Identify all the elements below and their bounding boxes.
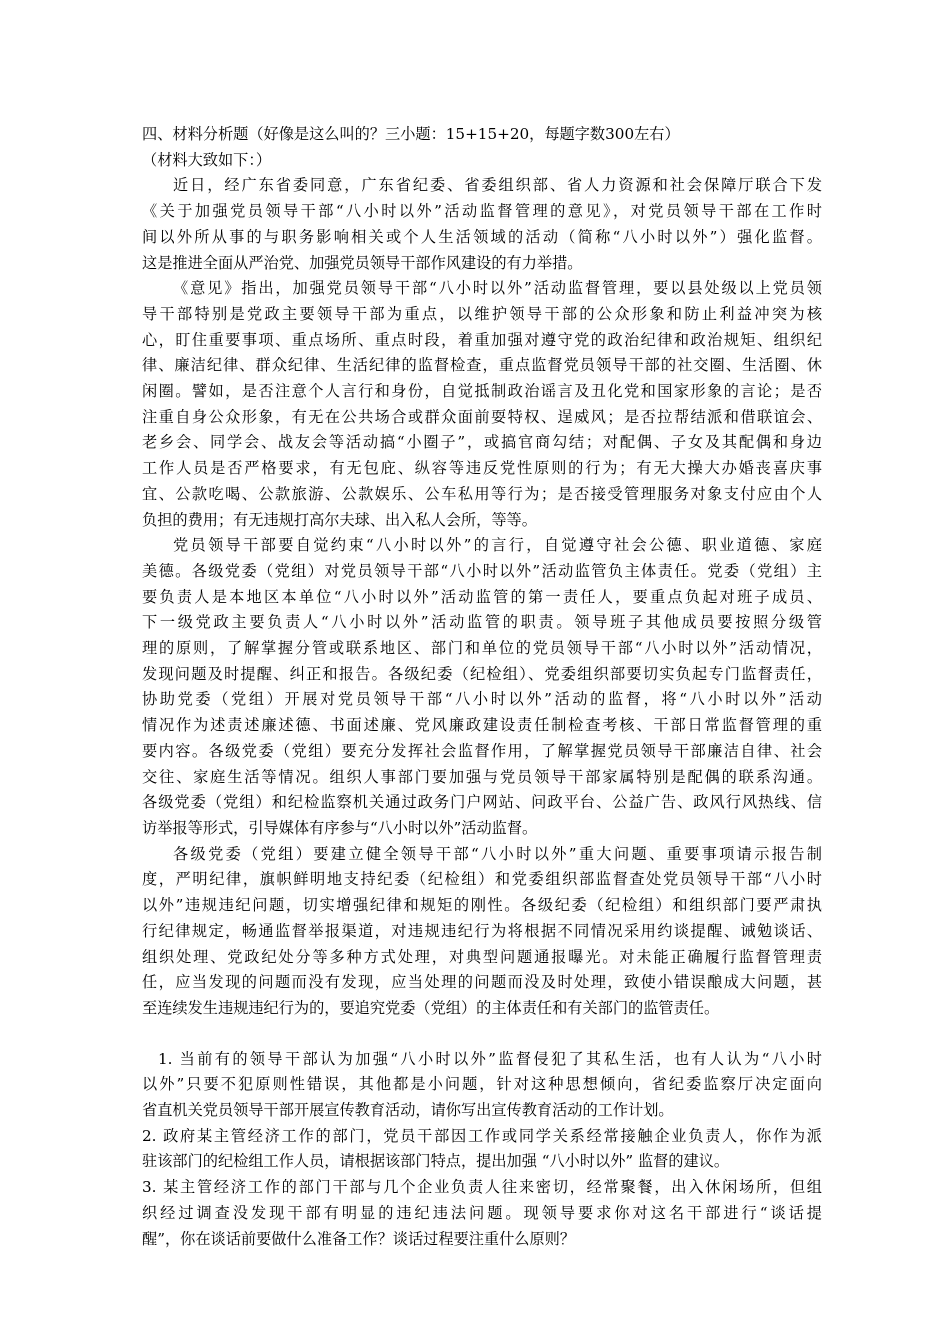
- question-item: [142, 1175, 822, 1252]
- question-item: [142, 1047, 822, 1124]
- paragraph-line: 注重自身公众形象，有无在公共场合或群众面前耍特权、逞威风；是否拉帮结派和借联谊会、: [142, 407, 822, 426]
- question-item: [142, 1124, 822, 1175]
- document-page: [142, 122, 822, 1252]
- section-heading: 四、材料分析题（好像是这么叫的？三小题：15+15+20，每题字数300左右）: [142, 125, 680, 143]
- material-paragraph: [142, 842, 822, 1022]
- paragraph-line: 负担的费用；有无违规打高尔夫球、出入私人会所，等等。: [142, 510, 537, 529]
- paragraph-line: 各级党委（党组）要建立健全领导干部“八小时以外”重大问题、重要事项请示报告制: [173, 844, 822, 863]
- paragraph-line: 下一级党政主要负责人“八小时以外”活动监管的职责。领导班子其他成员要按照分级管: [142, 613, 822, 632]
- paragraph-line: 导干部特别是党政主要领导干部为重点，以维护领导干部的公众形象和防止利益冲突为核: [142, 304, 822, 323]
- question-list: [142, 1047, 822, 1253]
- paragraph-line: 美德。各级党委（党组）对党员领导干部“八小时以外”活动监管负主体责任。党委（党组）主: [142, 561, 822, 580]
- paragraph-line: 任，应当发现的问题而没有发现，应当处理的问题而没及时处理，致使小错误酿成大问题，甚: [142, 973, 822, 992]
- paragraph-line: 协助党委（党组）开展对党员领导干部“八小时以外”活动的监督，将“八小时以外”活动: [142, 690, 822, 709]
- paragraph-line: 访举报等形式，引导媒体有序参与“八小时以外”活动监督。: [142, 818, 538, 837]
- question-line: 2. 政府某主管经济工作的部门，党员干部因工作或同学关系经常接触企业负责人，你作为派: [142, 1126, 822, 1145]
- question-line: 醒”，你在谈话前要做什么准备工作？谈话过程要注重什么原则？: [142, 1229, 576, 1248]
- paragraph-line: 律、廉洁纪律、群众纪律、生活纪律的监督检查，重点监督党员领导干部的社交圈、生活圈、休: [142, 356, 822, 375]
- material-paragraph: [142, 533, 822, 841]
- paragraph-line: 心，盯住重要事项、重点场所、重点时段，着重加强对遵守党的政治纪律和政治规矩、组织纪: [142, 330, 822, 349]
- paragraph-line: 《意见》指出，加强党员领导干部“八小时以外”活动监督管理，要以县处级以上党员领: [173, 279, 822, 298]
- material-body: [142, 173, 822, 1021]
- question-line: 1. 当前有的领导干部认为加强“八小时以外”监督侵犯了其私生活，也有人认为“八小时: [158, 1049, 822, 1068]
- paragraph-line: 党员领导干部要自觉约束“八小时以外”的言行，自觉遵守社会公德、职业道德、家庭: [173, 536, 822, 555]
- paragraph-line: 老乡会、同学会、战友会等活动搞“小圈子”，或搞官商勾结；对配偶、子女及其配偶和身边: [142, 433, 822, 452]
- paragraph-line: 理的原则，了解掌握分管或联系地区、部门和单位的党员领导干部“八小时以外”活动情况，: [142, 639, 822, 658]
- question-line: 织经过调查没发现干部有明显的违纪违法问题。现领导要求你对这名干部进行“谈话提: [142, 1203, 822, 1222]
- paragraph-line: 《关于加强党员领导干部“八小时以外”活动监督管理的意见》，对党员领导干部在工作时: [142, 202, 822, 221]
- paragraph-line: 间以外所从事的与职务影响相关或个人生活领域的活动（简称“八小时以外”）强化监督。: [142, 227, 822, 246]
- question-line: 以外”只要不犯原则性错误，其他都是小问题，针对这种思想倾向，省纪委监察厅决定面向: [142, 1075, 822, 1094]
- paragraph-line: 近日，经广东省委同意，广东省纪委、省委组织部、省人力资源和社会保障厅联合下发: [173, 176, 822, 195]
- material-intro: （材料大致如下：）: [142, 150, 272, 169]
- question-line: 3. 某主管经济工作的部门干部与几个企业负责人往来密切，经常聚餐，出入休闲场所，但组: [142, 1178, 822, 1197]
- material-paragraph: [142, 173, 822, 276]
- question-line: 省直机关党员领导干部开展宣传教育活动，请你写出宣传教育活动的工作计划。: [142, 1101, 674, 1120]
- paragraph-line: 发现问题及时提醒、纠正和报告。各级纪委（纪检组）、党委组织部要切实负起专门监督责任，: [142, 664, 822, 683]
- paragraph-line: 度，严明纪律，旗帜鲜明地支持纪委（纪检组）和党委组织部监督查处党员领导干部“八小时: [142, 870, 822, 889]
- paragraph-line: 宜、公款吃喝、公款旅游、公款娱乐、公车私用等行为；是否接受管理服务对象支付应由个人: [142, 484, 822, 503]
- question-line: 驻该部门的纪检组工作人员，请根据该部门特点，提出加强 “八小时以外” 监督的建议。: [142, 1152, 730, 1171]
- paragraph-line: 工作人员是否严格要求，有无包庇、纵容等违反党性原则的行为；有无大操大办婚丧喜庆事: [142, 459, 822, 478]
- paragraph-line: 行纪律规定，畅通监督举报渠道，对违规违纪行为将根据不同情况采用约谈提醒、诫勉谈话、: [142, 921, 822, 940]
- paragraph-line: 至连续发生违规违纪行为的，要追究党委（党组）的主体责任和有关部门的监管责任。: [142, 998, 720, 1017]
- paragraph-line: 要内容。各级党委（党组）要充分发挥社会监督作用，了解掌握党员领导干部廉洁自律、社会: [142, 741, 822, 760]
- paragraph-line: 要负责人是本地区本单位“八小时以外”活动监管的第一责任人，要重点负起对班子成员、: [142, 587, 822, 606]
- paragraph-line: 组织处理、党政纪处分等多种方式处理，对典型问题通报曝光。对未能正确履行监督管理责: [142, 947, 822, 966]
- paragraph-line: 交往、家庭生活等情况。组织人事部门要加强与党员领导干部家属特别是配偶的联系沟通。: [142, 767, 822, 786]
- paragraph-line: 这是推进全面从严治党、加强党员领导干部作风建设的有力举措。: [142, 253, 583, 272]
- paragraph-line: 各级党委（党组）和纪检监察机关通过政务门户网站、问政平台、公益广告、政风行风热线、信: [142, 793, 822, 812]
- material-paragraph: [142, 276, 822, 533]
- spacer: [142, 1022, 822, 1047]
- paragraph-line: 闲圈。譬如，是否注意个人言行和身份，自觉抵制政治谣言及丑化党和国家形象的言论；是否: [142, 382, 822, 401]
- paragraph-line: 以外”违规违纪问题，切实增强纪律和规矩的刚性。各级纪委（纪检组）和组织部门要严肃执: [142, 896, 822, 915]
- paragraph-line: 情况作为述责述廉述德、书面述廉、党风廉政建设责任制检查考核、干部日常监督管理的重: [142, 716, 822, 735]
